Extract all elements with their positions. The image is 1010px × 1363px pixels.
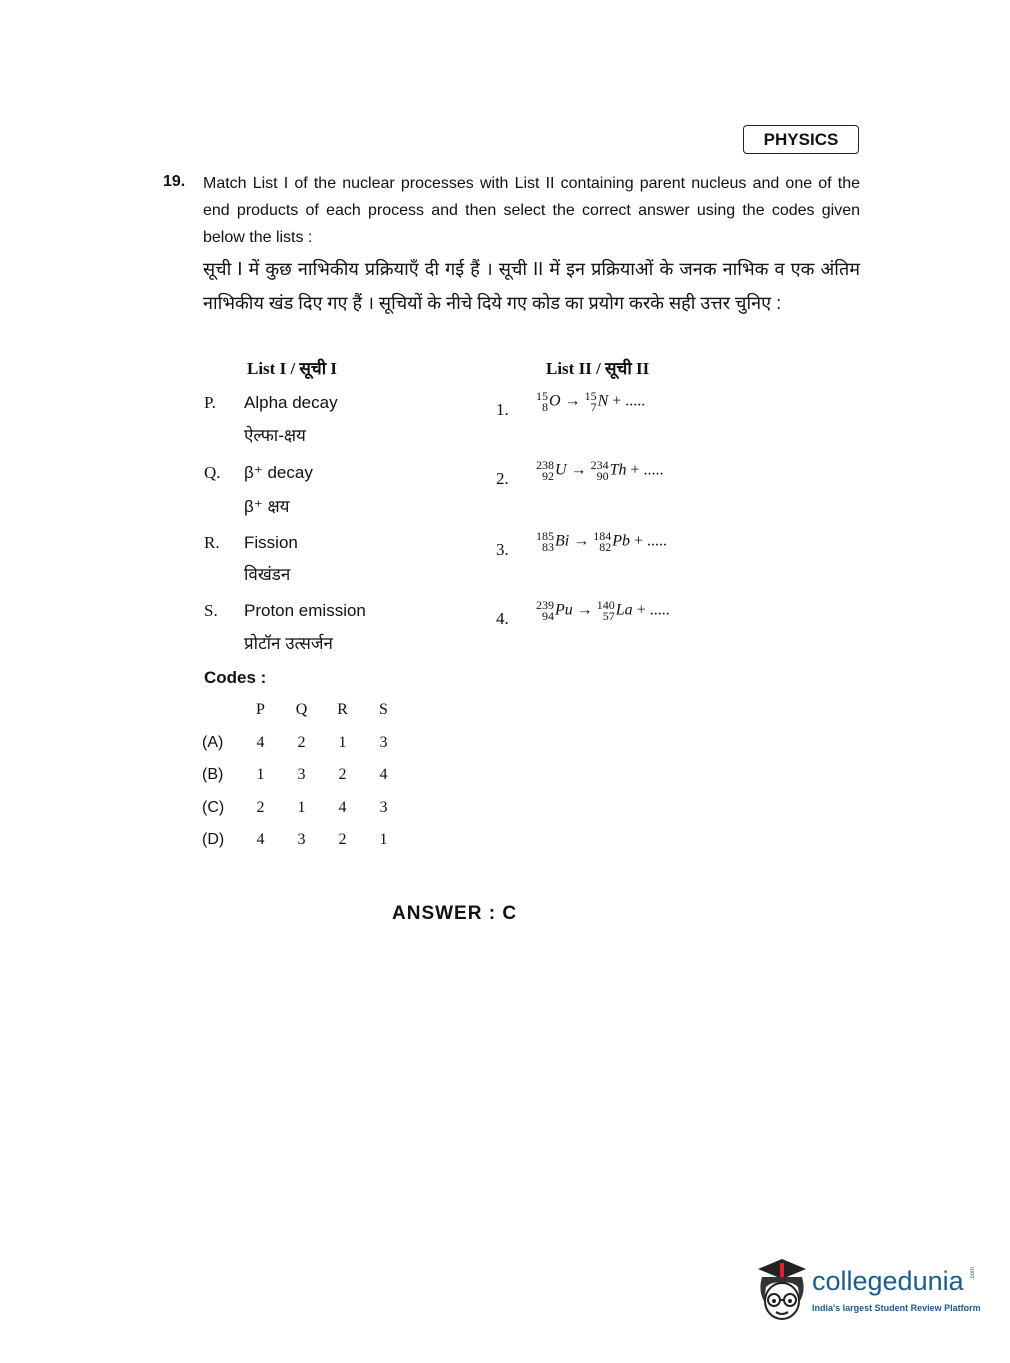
- list-1-header: List I / सूची I: [247, 359, 337, 378]
- table-cell: 4: [338, 798, 347, 816]
- question-text-hindi: सूची I में कुछ नाभिकीय प्रक्रियाएँ दी गई हैं । सूची II में इन प्रक्रियाओं के जनक नाभिक व एक अंतिम नाभिकीय खंड दिए गए हैं । सूचियों के नीचे दिये गए कोड का प्रयोग करके सही उत्तर चुनिए :: [203, 259, 860, 313]
- table-row: [198, 727, 404, 760]
- table-cell: 2: [338, 766, 347, 784]
- option-label: (C): [202, 798, 225, 816]
- codes-table: [198, 694, 404, 857]
- option-label: (B): [202, 766, 224, 784]
- column-header: P: [256, 701, 265, 719]
- list-1-item-hi: प्रोटॉन उत्सर्जन: [244, 634, 333, 653]
- list-1-label: S.: [204, 601, 218, 620]
- nuclear-equation: 185 83 Bi → 184 82 Pb + .....: [536, 529, 668, 554]
- codes-header-row: [198, 694, 404, 727]
- table-cell: 3: [379, 733, 388, 751]
- answer: ANSWER : C: [392, 903, 518, 924]
- option-label: (A): [202, 733, 224, 751]
- list-2-header: List II / सूची II: [546, 359, 650, 378]
- list-2-label: 1.: [496, 400, 509, 419]
- column-header: S: [379, 701, 388, 719]
- list-1-label: P.: [204, 393, 216, 412]
- column-header: Q: [295, 701, 308, 719]
- option-label: (D): [202, 831, 225, 849]
- table-cell: 1: [338, 733, 347, 751]
- nuclear-equation: 15 8 O → 15 7 N + .....: [536, 389, 646, 414]
- table-cell: 3: [379, 798, 388, 816]
- table-cell: 4: [379, 766, 388, 784]
- list-1-item-hi: β⁺ क्षय: [244, 497, 290, 516]
- table-cell: 1: [256, 766, 265, 784]
- list-2-label: 4.: [496, 609, 509, 628]
- mascot-logo-icon: [752, 1257, 810, 1327]
- list-1-label: Q.: [204, 463, 221, 482]
- list-1-item-en: Fission: [244, 533, 298, 552]
- logo-suffix: .com: [970, 1266, 976, 1280]
- question-number: 19.: [163, 173, 186, 190]
- table-cell: 4: [256, 831, 265, 849]
- list-1-item-hi: विखंडन: [244, 565, 291, 584]
- list-1-item-en: β⁺ decay: [244, 463, 313, 482]
- list-1-item-en: Proton emission: [244, 601, 366, 620]
- list-1-label: R.: [204, 533, 220, 552]
- list-1-item-hi: ऐल्फा-क्षय: [244, 426, 306, 445]
- question-text: Match List I of the nuclear processes with List II containing parent nucleus and one of the end products of each process and then select the correct answer using the codes given below the lists :: [203, 175, 860, 246]
- column-header: R: [337, 701, 348, 719]
- table-cell: 2: [297, 733, 306, 751]
- table-cell: 3: [297, 766, 306, 784]
- subject-badge: PHYSICS: [743, 125, 859, 154]
- codes-title: Codes :: [204, 668, 267, 687]
- nuclear-equation: 239 94 Pu → 140 57 La + .....: [536, 598, 670, 623]
- nuclear-equation: 238 92 U → 234 90 Th + .....: [536, 458, 664, 483]
- list-2-label: 3.: [496, 540, 509, 559]
- list-2-label: 2.: [496, 469, 509, 488]
- list-1-item-en: Alpha decay: [244, 393, 338, 412]
- table-cell: 4: [256, 733, 265, 751]
- table-cell: 3: [297, 831, 306, 849]
- table-row: [198, 824, 404, 857]
- table-row: [198, 792, 404, 825]
- table-cell: 2: [256, 798, 265, 816]
- table-row: [198, 759, 404, 792]
- table-cell: 1: [379, 831, 388, 849]
- logo-name: collegedunia: [812, 1266, 964, 1296]
- table-cell: 1: [297, 798, 306, 816]
- table-cell: 2: [338, 831, 347, 849]
- logo-tagline: India's largest Student Review Platform: [812, 1303, 981, 1313]
